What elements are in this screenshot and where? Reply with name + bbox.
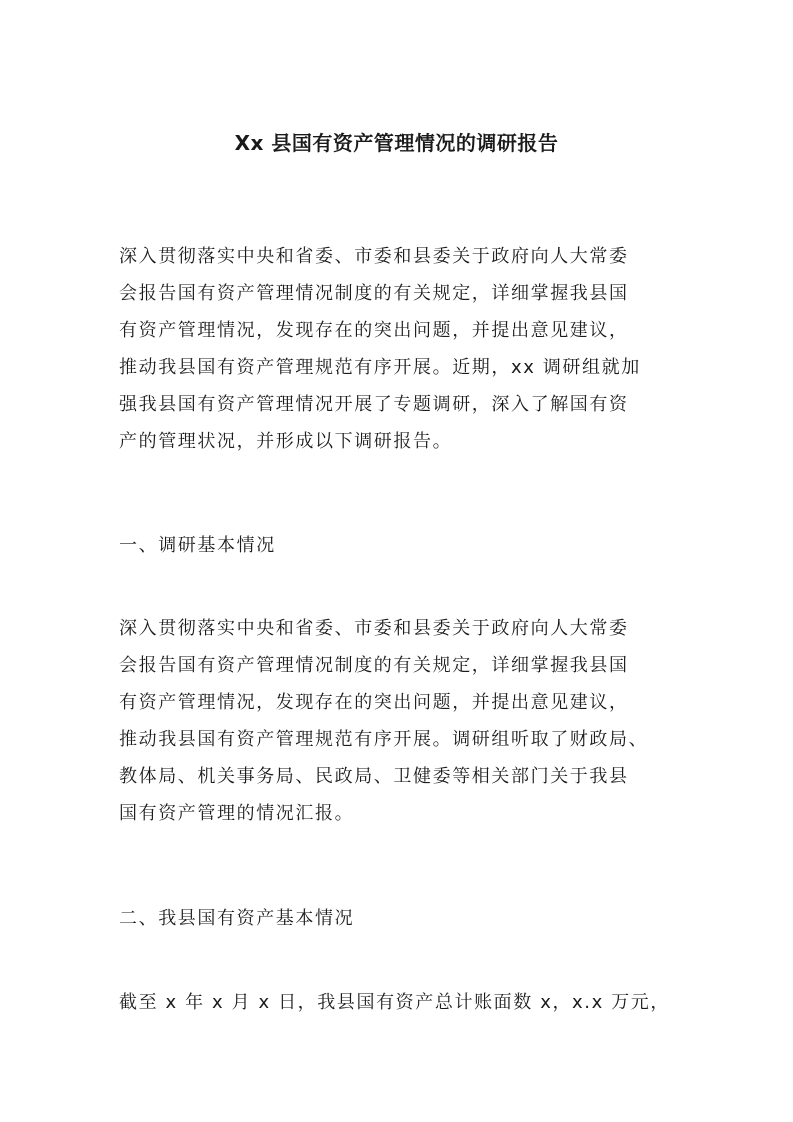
section-1-paragraph <box>119 610 679 832</box>
paragraph-line: 推动我县国有资产管理规范有序开展。调研组听取了财政局、 <box>119 729 649 750</box>
section-2-paragraph <box>119 984 679 1021</box>
paragraph-line: 教体局、机关事务局、民政局、卫健委等相关部门关于我县 <box>119 766 629 787</box>
paragraph-line: 推动我县国有资产管理规范有序开展。近期，xx 调研组就加 <box>119 357 641 378</box>
paragraph-line: 会报告国有资产管理情况制度的有关规定，详细掌握我县国 <box>119 655 629 676</box>
section-heading-1: 一、调研基本情况 <box>119 535 276 556</box>
paragraph-line: 产的管理状况，并形成以下调研报告。 <box>119 431 453 452</box>
paragraph-line: 国有资产管理的情况汇报。 <box>119 803 355 824</box>
intro-paragraph <box>119 238 679 460</box>
section-heading-2: 二、我县国有资产基本情况 <box>119 908 355 929</box>
paragraph-line: 有资产管理情况，发现存在的突出问题，并提出意见建议， <box>119 320 629 341</box>
paragraph-line: 深入贯彻落实中央和省委、市委和县委关于政府向人大常委 <box>119 618 629 639</box>
paragraph-line: 截至 x 年 x 月 x 日，我县国有资产总计账面数 x，x.x 万元， <box>119 992 671 1013</box>
paragraph-line: 有资产管理情况，发现存在的突出问题，并提出意见建议， <box>119 692 629 713</box>
paragraph-line: 会报告国有资产管理情况制度的有关规定，详细掌握我县国 <box>119 283 629 304</box>
paragraph-line: 深入贯彻落实中央和省委、市委和县委关于政府向人大常委 <box>119 246 629 267</box>
document-title: Xx 县国有资产管理情况的调研报告 <box>234 131 559 155</box>
paragraph-line: 强我县国有资产管理情况开展了专题调研，深入了解国有资 <box>119 394 629 415</box>
